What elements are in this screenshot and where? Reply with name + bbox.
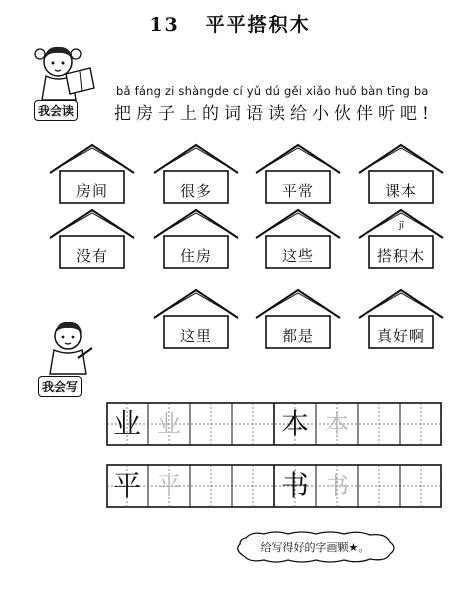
star-note-text: 给写得好的字画颗★。: [260, 541, 370, 554]
trace-char-cell[interactable]: [316, 402, 358, 446]
lesson-number: 13: [149, 14, 180, 36]
house: [357, 208, 445, 270]
house: [357, 288, 445, 350]
read-badge: 我会读: [34, 100, 78, 121]
model-char-cell: [106, 402, 148, 446]
instruction-pinyin: bǎ fáng zi shàngde cí yǔ dú gěi xiǎo huǒ bàn tīng ba: [116, 84, 429, 98]
house: [254, 288, 342, 350]
model-char: 业: [112, 407, 141, 440]
writing-grid-row: [106, 464, 442, 508]
model-char: 平: [112, 469, 141, 502]
lesson-title: [0, 10, 460, 37]
house-word: 很多: [179, 182, 212, 200]
model-char: 本: [280, 407, 309, 440]
trace-char: 书: [325, 472, 349, 500]
house: [152, 208, 240, 270]
trace-char: 平: [157, 472, 181, 500]
house: [254, 208, 342, 270]
writing-child-icon: [40, 318, 100, 376]
lesson-name: 平平搭积木: [205, 14, 311, 36]
house-word: 房间: [75, 182, 108, 200]
trace-char: 业: [157, 410, 181, 438]
house: [357, 143, 445, 205]
house-word: 搭积木: [376, 247, 425, 265]
house-word-pinyin: jī: [399, 221, 405, 231]
trace-char-cell[interactable]: [148, 464, 190, 508]
house-word: 这些: [281, 247, 314, 265]
house: [48, 143, 136, 205]
reading-girl-icon: [28, 40, 100, 102]
house-word: 没有: [75, 247, 108, 265]
house-word: 真好啊: [376, 327, 425, 345]
model-char-cell: [106, 464, 148, 508]
trace-char: 本: [325, 410, 349, 438]
write-badge: 我会写: [38, 376, 82, 397]
house: [48, 208, 136, 270]
house-word: 这里: [179, 327, 212, 345]
writing-grid-row: [106, 402, 442, 446]
house-word: 都是: [281, 327, 314, 345]
trace-char-cell[interactable]: [316, 464, 358, 508]
instruction-text: 把房子上的词语读给小伙伴听吧!: [114, 104, 434, 124]
star-note: [230, 530, 400, 564]
model-char-cell: [274, 402, 316, 446]
model-char: 书: [280, 469, 309, 502]
trace-char-cell[interactable]: [148, 402, 190, 446]
house-word: 平常: [281, 182, 314, 200]
house-word: 住房: [179, 247, 212, 265]
house: [254, 143, 342, 205]
house: [152, 288, 240, 350]
model-char-cell: [274, 464, 316, 508]
house: [152, 143, 240, 205]
house-word: 课本: [384, 182, 417, 200]
